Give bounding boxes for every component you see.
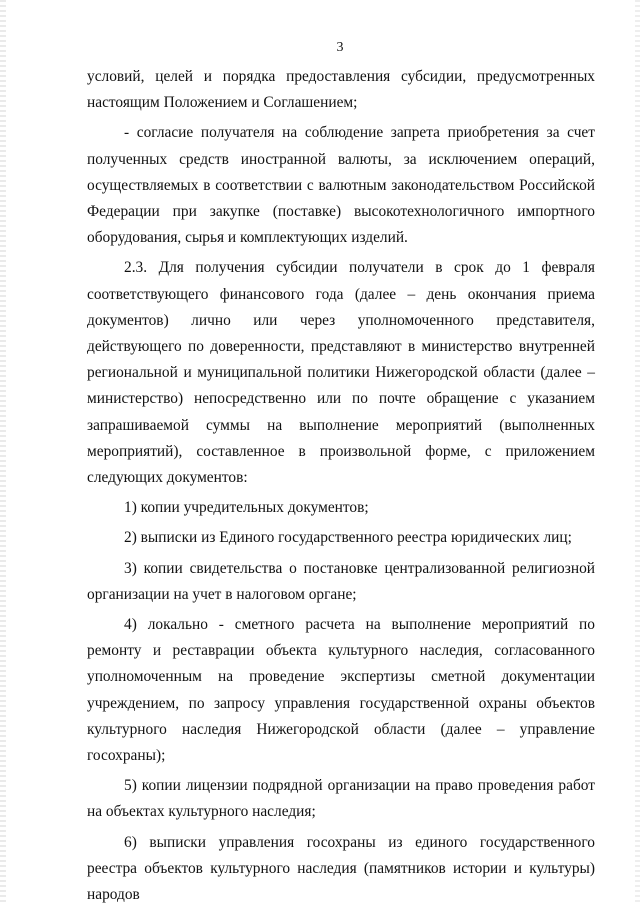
document-body bbox=[87, 64, 595, 908]
list-item-2: 2) выписки из Единого государственного реестра юридических лиц; bbox=[124, 529, 572, 547]
list-item-5: 5) копии лицензии подрядной организации на право проведения работ на объектах культурного наследия; bbox=[87, 777, 595, 821]
list-item-1: 1) копии учредительных документов; bbox=[124, 499, 369, 517]
list-item-4: 4) локально - сметного расчета на выполнение мероприятий по ремонту и реставрации объекта культурного наследия, согласованного уполномоченным на проведение экспертизы сметной документации учреждением, по запросу управления государственной охраны объектов культурного наследия Нижегородской области (далее – управление госохраны); bbox=[87, 616, 595, 765]
list-item-3: 3) копии свидетельства о постановке централизованной религиозной организации на учет в налоговом органе; bbox=[87, 559, 595, 603]
paragraph-section-2-3: 2.3. Для получения субсидии получатели в срок до 1 февраля соответствующего финансового года (далее – день окончания приема документов) лично или через уполномоченного представителя, действующего по доверенности, представляют в министерство внутренней региональной и муниципальной политики Нижегородской области (далее – министерство) непосредственно или по почте обращение с указанием запрашиваемой суммы на выполнение мероприятий (выполненных мероприятий), составленное в произвольной форме, с приложением следующих документов: bbox=[87, 259, 595, 487]
page-number: 3 bbox=[336, 40, 344, 55]
scan-edge-right bbox=[635, 0, 640, 905]
paragraph-conditions-continuation: условий, целей и порядка предоставления субсидии, предусмотренных настоящим Положением и Соглашением; bbox=[87, 68, 595, 112]
scan-edge-left bbox=[0, 0, 6, 905]
list-item-6: 6) выписки управления госохраны из единого государственного реестра объектов культурного наследия (памятников истории и культуры) народов bbox=[87, 833, 595, 904]
paragraph-currency-consent: - согласие получателя на соблюдение запрета приобретения за счет полученных средств иностранной валюты, за исключением операций, осуществляемых в соответствии с валютным законодательством Российской Федерации при закупке (поставке) высокотехнологичного импортного оборудования, сырья и комплектующих изделий. bbox=[87, 124, 595, 247]
